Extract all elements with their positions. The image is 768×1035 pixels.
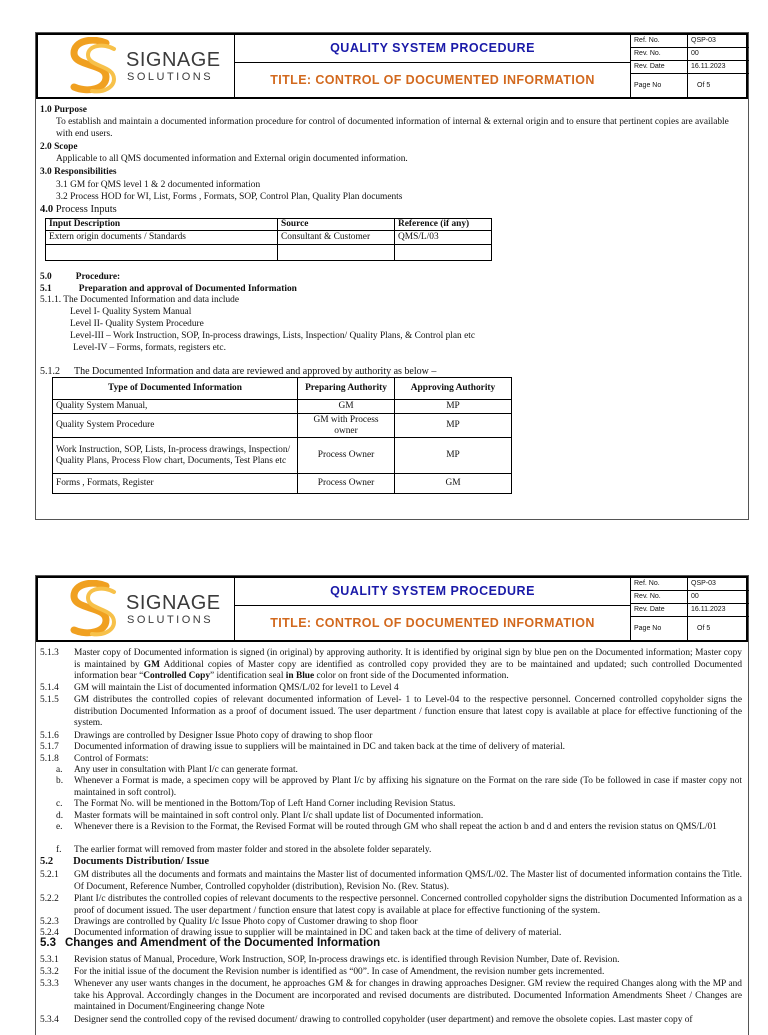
date-label: Rev. Date — [634, 63, 665, 70]
list-letter: f. — [56, 845, 62, 855]
table-row: Work Instruction, SOP, Lists, In-process drawings, Inspection/ Quality Plans, Process Flow chart, Documents, Test Plans etc Process Owner MP — [53, 438, 512, 474]
table-header: Reference (if any) — [395, 219, 492, 231]
clause-5-2-2: Plant I/c distributes the controlled copies of relevant documents to the respective personnel. Concerned controlled copyholder signs the distribution Documented Information as a proof of document issued. The user department / function ensure that latest copy is available at place for effective functioning of the system. — [74, 894, 742, 916]
page-value: Of 5 — [697, 82, 711, 89]
clause-5-2-1: GM distributes all the documents and formats and maintains the Master list of documented information QMS/L/02. The Master list of documented information contains the Title. Of Document, Reference Number, Controlled copyholder (distribution), Revision No. (Rev. Status). — [74, 870, 742, 892]
ref-label: Ref. No. — [634, 580, 660, 587]
clause-5-1-8: Control of Formats: — [74, 754, 149, 764]
approval-table — [52, 377, 512, 494]
clause-number: 5.1.3 — [40, 648, 59, 658]
list-letter: c. — [56, 799, 63, 809]
section-5-3-heading: 5.3 Changes and Amendment of the Documented Information — [40, 937, 381, 949]
level-item: Level I- Quality System Manual — [70, 307, 192, 317]
brand-name: SIGNAGE — [126, 49, 221, 71]
clause-5-1-6: Drawings are controlled by Designer Issue Photo copy of drawing to shop floor — [74, 731, 373, 741]
table-header: Input Description — [46, 219, 278, 231]
rev-value: 00 — [691, 50, 699, 57]
format-item: The earlier format will removed from master folder and stored in the absolete folder separately. — [74, 845, 432, 855]
rev-label: Rev. No. — [634, 50, 661, 57]
clause-number: 5.3.4 — [40, 1015, 59, 1025]
responsibility-item: 3.1 GM for QMS level 1 & 2 documented information — [56, 180, 261, 190]
table-row — [46, 245, 492, 261]
purpose-text: To establish and maintain a documented information procedure for control of documented information of internal & external origin and to ensure that pertinent copies are available with end users. — [56, 117, 729, 139]
signage-logo-icon — [62, 37, 126, 95]
table-header: Type of Documented Information — [53, 378, 298, 400]
page-label: Page No — [634, 625, 662, 632]
page-header — [36, 33, 748, 99]
clause-5-3-1: Revision status of Manual, Procedure, Work Instruction, SOP, In-process drawings etc. is identified through Revision Number, Date of. Revision. — [74, 955, 620, 965]
scope-heading: 2.0 Scope — [40, 142, 78, 152]
level-item: Level-IV – Forms, formats, registers etc. — [73, 343, 226, 353]
purpose-heading: 1.0 Purpose — [40, 105, 87, 115]
table-row: Extern origin documents / Standards Consultant & Customer QMS/L/03 — [46, 231, 492, 245]
brand-subtitle: SOLUTIONS — [127, 71, 214, 83]
clause-number: 5.3.2 — [40, 967, 59, 977]
signage-logo-icon — [62, 580, 126, 638]
system-title: QUALITY SYSTEM PROCEDURE — [235, 35, 630, 63]
format-item: Whenever a Format is made, a specimen copy will be approved by Plant I/c by affixing his signature on the Format on the rare side (To be followed in case if master copy not maintained in soft control). — [74, 776, 742, 798]
clause-5-1-7: Documented information of drawing issue to suppliers will be maintained in DC and taken back at the time of delivery of material. — [74, 742, 566, 752]
clause-number: 5.1.6 — [40, 731, 59, 741]
clause-number: 5.2.1 — [40, 870, 59, 880]
table-header: Source — [278, 219, 395, 231]
ref-value: QSP-03 — [691, 37, 716, 44]
clause-5-1-5: GM distributes the controlled copies of relevant documented information of Level- 1 to Level-04 to the respective personnel. Concerned controlled copyholder signs the distribution Documented Information as a proof of document issued. The user department / function ensure that latest copy is available at place for effective functioning of the system. — [74, 695, 742, 729]
list-letter: d. — [56, 811, 64, 821]
document-page-2 — [35, 575, 749, 1035]
date-label: Rev. Date — [634, 606, 665, 613]
section-5-1-heading: 5.1 Preparation and approval of Documented Information — [40, 284, 297, 294]
document-page-1 — [35, 32, 749, 520]
clause-5-1-3: Master copy of Documented information is signed (in original) by approving authority. It is identified by original sign by blue pen on the Documented information; Master copy is maintained by GM Additional copies of Master copy are identified as controlled copy provided they are to be maintained and updated; such controlled Documented information bear “Controlled Copy” identification seal in Blue color on front side of the Documented information. — [74, 648, 743, 682]
brand-subtitle: SOLUTIONS — [127, 614, 214, 626]
rev-label: Rev. No. — [634, 593, 661, 600]
document-title: TITLE: CONTROL OF DOCUMENTED INFORMATION — [270, 73, 595, 87]
page-value: Of 5 — [697, 625, 711, 632]
clause-number: 5.1.5 — [40, 695, 59, 705]
date-value: 16.11.2023 — [691, 63, 726, 70]
clause-5-2-4: Documented information of drawing issue to supplier will be maintained in DC and taken back at the time of delivery of material. — [74, 928, 562, 938]
section-5-1-2: 5.1.2 The Documented Information and data are reviewed and approved by authority as below – — [40, 366, 437, 377]
clause-5-3-3: Whenever any user wants changes in the document, he approaches GM & for changes in drawing approaches Designer. GM review the required Changes along with the MP and take his Approval. Accordingly changes in the Document are incorporated and revised documents are distributed. Documented Information Amendments Sheet / Changes are maintained in Document/Engineering change Note — [74, 979, 742, 1013]
brand-name: SIGNAGE — [126, 592, 221, 614]
format-item: Any user in consultation with Plant I/c can generate format. — [74, 765, 298, 775]
level-item: Level-III – Work Instruction, SOP, In-process drawings, Lists, Inspection/ Quality Plans, & Control plan etc — [70, 331, 475, 341]
table-header: Preparing Authority — [298, 378, 395, 400]
clause-number: 5.2.4 — [40, 928, 59, 938]
process-inputs-table — [45, 218, 492, 261]
clause-number: 5.2.2 — [40, 894, 59, 904]
table-row: Forms , Formats, Register Process Owner GM — [53, 474, 512, 494]
date-value: 16.11.2023 — [691, 606, 726, 613]
table-row: Quality System Manual, GM MP — [53, 400, 512, 414]
format-item: Whenever there is a Revision to the Format, the Revised Format will be routed through GM who shall repeat the action b and d and enters the revision status on QMS/L/01 — [74, 822, 717, 832]
page-label: Page No — [634, 82, 662, 89]
responsibilities-heading: 3.0 Responsibilities — [40, 167, 117, 177]
procedure-heading: 5.0 Procedure: — [40, 272, 121, 282]
company-logo — [38, 578, 235, 640]
list-letter: b. — [56, 776, 64, 786]
system-title: QUALITY SYSTEM PROCEDURE — [235, 578, 630, 606]
ref-label: Ref. No. — [634, 37, 660, 44]
section-5-2-heading: 5.2 Documents Distribution/ Issue — [40, 856, 210, 867]
scope-text: Applicable to all QMS documented information and External origin documented information. — [56, 154, 408, 164]
rev-value: 00 — [691, 593, 699, 600]
reference-block — [630, 35, 749, 97]
level-item: Level II- Quality System Procedure — [70, 319, 204, 329]
clause-5-2-3: Drawings are controlled by Quality I/c Issue Photo copy of Customer drawing to shop floor — [74, 917, 418, 927]
reference-block — [630, 578, 749, 640]
clause-5-3-2: For the initial issue of the document the Revision number is identified as “00”. In case of Amendment, the revision number gets incremented. — [74, 967, 605, 977]
responsibility-item: 3.2 Process HOD for WI, List, Forms , Formats, SOP, Control Plan, Quality Plan documents — [56, 192, 403, 202]
clause-number: 5.3.3 — [40, 979, 59, 989]
format-item: The Format No. will be mentioned in the Bottom/Top of Left Hand Corner including Revision Status. — [74, 799, 456, 809]
clause-number: 5.3.1 — [40, 955, 59, 965]
document-title: TITLE: CONTROL OF DOCUMENTED INFORMATION — [270, 616, 595, 630]
clause-5-3-4: Designer send the controlled copy of the revised document/ drawing to controlled copyholder (user department) and remove the obsolete copies. Last master copy of — [74, 1015, 693, 1025]
table-row: Quality System Procedure GM with Process owner MP — [53, 414, 512, 438]
page-header — [36, 576, 748, 642]
clause-5-1-4: GM will maintain the List of documented information QMS/L/02 for level1 to Level 4 — [74, 683, 399, 693]
list-letter: a. — [56, 765, 63, 775]
format-item: Master formats will be maintained in soft control only. Plant I/c shall update list of Documented information. — [74, 811, 484, 821]
clause-number: 5.1.4 — [40, 683, 59, 693]
ref-value: QSP-03 — [691, 580, 716, 587]
clause-number: 5.2.3 — [40, 917, 59, 927]
table-header: Approving Authority — [395, 378, 512, 400]
clause-number: 5.1.7 — [40, 742, 59, 752]
list-letter: e. — [56, 822, 63, 832]
clause-number: 5.1.8 — [40, 754, 59, 764]
section-5-1-1: 5.1.1. The Documented Information and data include — [40, 295, 239, 305]
process-inputs-heading: 4.0 Process Inputs — [40, 204, 117, 215]
company-logo — [38, 35, 235, 97]
